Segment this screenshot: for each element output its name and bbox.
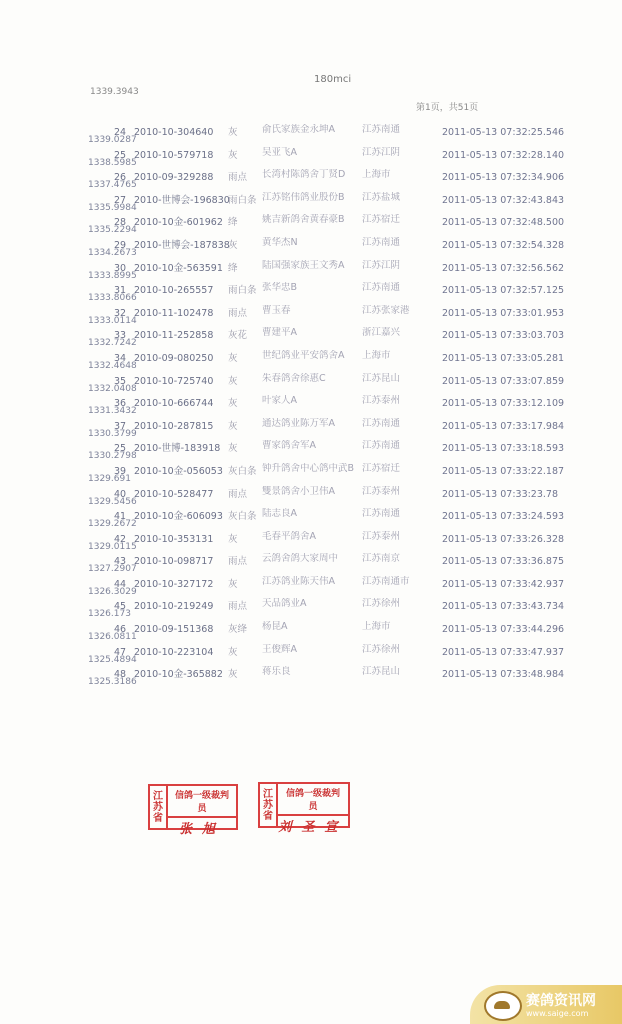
cell-ring: 2010-10-219249: [134, 601, 214, 613]
cell-speed: 1330.3799: [88, 428, 137, 439]
cell-speed: 1326.0811: [88, 632, 137, 643]
cell-owner: 曹家鸽舍军A: [262, 440, 316, 452]
cell-color: 雨点: [228, 556, 248, 568]
watermark-url: www.saige.com: [526, 1009, 589, 1018]
cell-ring: 2010-10金-606093: [134, 511, 223, 523]
cell-region: 江苏张家港: [362, 304, 410, 316]
cell-region: 上海市: [362, 621, 391, 633]
referee-stamp-1: [148, 784, 238, 837]
cell-owner: 叶家人A: [262, 395, 297, 407]
watermark-name: 赛鸽资讯网: [526, 993, 596, 1009]
cell-color: 雨点: [228, 488, 248, 500]
cell-num: 44: [114, 578, 127, 590]
cell-time: 2011-05-13 07:32:54.328: [442, 239, 565, 251]
cell-ring: 2010-10-304640: [134, 127, 214, 138]
table-row: [0, 621, 622, 644]
cell-owner: 曹玉春: [262, 304, 291, 316]
cell-num: 46: [114, 624, 127, 636]
cell-ring: 2010-10金-563591: [134, 262, 223, 274]
pigeon-logo-icon: [484, 991, 522, 1021]
stamp-name: 刘圣宣: [278, 820, 348, 835]
cell-color: 灰: [228, 352, 238, 364]
cell-ring: 2010-09-329288: [134, 172, 214, 184]
cell-owner: 通达鸽业陈万军A: [262, 417, 335, 429]
cell-region: 上海市: [362, 169, 391, 181]
table-row: [0, 327, 622, 350]
cell-time: 2011-05-13 07:33:01.953: [442, 307, 565, 319]
stamp-title: 信鸽一级裁判员: [278, 784, 348, 816]
cell-speed: 1334.2673: [88, 247, 137, 258]
cell-num: 30: [114, 262, 127, 274]
cell-owner: 黄华杰N: [262, 236, 298, 248]
table-row: [0, 576, 622, 599]
cell-region: 江苏宿迁: [362, 462, 401, 474]
cell-region: 江苏徐州: [362, 643, 401, 655]
cell-time: 2011-05-13 07:32:56.562: [442, 262, 565, 274]
cell-owner: 长湾村陈鸽舍丁贤D: [262, 169, 346, 181]
table-row: [0, 395, 622, 418]
cell-color: 灰: [228, 443, 238, 455]
cell-region: 江苏江阴: [362, 259, 401, 271]
cell-num: 32: [114, 307, 127, 319]
cell-ring: 2010-10-666744: [134, 398, 214, 410]
cell-owner: 张华忠B: [262, 282, 298, 294]
cell-time: 2011-05-13 07:33:42.937: [442, 578, 565, 590]
table-row: [0, 169, 622, 192]
cell-owner: 朱春鸽舍徐惠C: [262, 372, 326, 384]
cell-owner: 云鸽舍鸽大家周中: [262, 553, 339, 565]
cell-ring: 2010-10-327172: [134, 578, 214, 590]
cell-num: 41: [114, 511, 127, 523]
cell-owner: 毛春平鸽舍A: [262, 530, 316, 542]
cell-region: 江苏泰州: [362, 485, 401, 497]
cell-num: 25: [114, 149, 127, 161]
cell-speed: 1329.691: [88, 473, 131, 484]
cell-num: 29: [114, 239, 127, 251]
results-list: [0, 124, 622, 689]
table-row: [0, 486, 622, 509]
cell-num: 31: [114, 285, 127, 297]
page-info: 第1页，共51页: [416, 103, 479, 113]
table-row: [0, 531, 622, 554]
referee-stamp-2: [258, 782, 350, 835]
cell-ring: 2010-10-098717: [134, 556, 214, 568]
cell-color: 灰: [228, 578, 238, 590]
cell-time: 2011-05-13 07:32:28.140: [442, 149, 565, 161]
cell-speed: 1325.4894: [88, 654, 137, 665]
cell-time: 2011-05-13 07:33:22.187: [442, 465, 565, 477]
cell-ring: 2010-10-725740: [134, 375, 214, 387]
cell-time: 2011-05-13 07:32:25.546: [442, 127, 565, 138]
cell-num: 42: [114, 533, 127, 545]
cell-color: 雨白条: [228, 194, 257, 206]
cell-color: 雨点: [228, 172, 248, 184]
cell-color: 灰绛: [228, 624, 248, 636]
cell-owner: 天品鸽业A: [262, 598, 307, 610]
cell-region: 江苏泰州: [362, 395, 401, 407]
table-row: [0, 260, 622, 283]
cell-region: 江苏泰州: [362, 530, 401, 542]
cell-time: 2011-05-13 07:33:48.984: [442, 669, 565, 681]
cell-speed: 1339.0287: [88, 135, 137, 145]
cell-time: 2011-05-13 07:33:44.296: [442, 624, 565, 636]
cell-color: 灰: [228, 149, 238, 161]
cell-time: 2011-05-13 07:32:43.843: [442, 194, 565, 206]
cell-speed: 1331.3432: [88, 406, 137, 417]
cell-ring: 2010-09-080250: [134, 352, 214, 364]
table-row: [0, 508, 622, 531]
cell-owner: 江苏铭伟鸽业股份B: [262, 191, 345, 203]
cell-num: 35: [114, 375, 127, 387]
cell-ring: 2010-11-252858: [134, 330, 214, 342]
cell-time: 2011-05-13 07:33:18.593: [442, 443, 565, 455]
cell-color: 灰: [228, 398, 238, 410]
cell-time: 2011-05-13 07:33:43.734: [442, 601, 565, 613]
table-row: [0, 418, 622, 441]
cell-num: 40: [114, 488, 127, 500]
cell-color: 雨点: [228, 601, 248, 613]
cell-num: 33: [114, 330, 127, 342]
cell-speed: 1332.0408: [88, 383, 137, 394]
cell-num: 24: [114, 127, 127, 138]
cell-num: 39: [114, 465, 127, 477]
cell-color: 灰: [228, 420, 238, 432]
cell-owner: 姚吉新鸽舍黄春豪B: [262, 214, 345, 226]
cell-region: 江苏宿迁: [362, 214, 401, 226]
cell-region: 江苏南通: [362, 440, 401, 452]
cell-speed: 1335.9984: [88, 202, 137, 213]
cell-time: 2011-05-13 07:33:24.593: [442, 511, 565, 523]
cell-num: 28: [114, 217, 127, 229]
first-speed: 1339.3943: [90, 87, 139, 97]
cell-ring: 2010-10-265557: [134, 285, 214, 297]
cell-num: 27: [114, 194, 127, 206]
table-row: [0, 644, 622, 667]
table-row: [0, 373, 622, 396]
cell-num: 45: [114, 601, 127, 613]
table-row: [0, 124, 622, 147]
cell-region: 江苏昆山: [362, 372, 401, 384]
cell-ring: 2010-10金-601962: [134, 217, 223, 229]
cell-region: 江苏南通: [362, 417, 401, 429]
cell-time: 2011-05-13 07:33:03.703: [442, 330, 565, 342]
cell-speed: 1338.5985: [88, 157, 137, 168]
cell-owner: 江苏鸽业陈天伟A: [262, 575, 335, 587]
cell-color: 灰: [228, 646, 238, 658]
cell-owner: 钟升鸽舍中心鸽中武B: [262, 462, 355, 474]
cell-ring: 2010-世博会-187838: [134, 239, 230, 251]
stamp-province: 江 苏 省: [260, 784, 278, 826]
cell-ring: 2010-10-528477: [134, 488, 214, 500]
cell-owner: 陆国强家族王文秀A: [262, 259, 345, 271]
cell-color: 灰: [228, 239, 238, 251]
cell-num: 37: [114, 420, 127, 432]
cell-ring: 2010-11-102478: [134, 307, 214, 319]
table-row: [0, 440, 622, 463]
cell-color: 雨白条: [228, 285, 257, 297]
cell-region: 浙江嘉兴: [362, 327, 401, 339]
cell-color: 灰: [228, 127, 238, 138]
cell-time: 2011-05-13 07:33:47.937: [442, 646, 565, 658]
cell-owner: 雙景鸽舍小卫伟A: [262, 485, 335, 497]
cell-time: 2011-05-13 07:33:12.109: [442, 398, 565, 410]
cell-time: 2011-05-13 07:33:07.859: [442, 375, 565, 387]
cell-ring: 2010-10-353131: [134, 533, 214, 545]
cell-owner: 吴亚飞A: [262, 146, 297, 158]
cell-region: 江苏南京: [362, 553, 401, 565]
cell-ring: 2010-10-223104: [134, 646, 214, 658]
cell-region: 江苏江阴: [362, 146, 401, 158]
table-row: [0, 237, 622, 260]
stamp-name: 张旭: [178, 822, 225, 837]
cell-num: 48: [114, 669, 127, 681]
table-row: [0, 305, 622, 328]
cell-color: 灰: [228, 533, 238, 545]
cell-speed: 1329.5456: [88, 496, 137, 507]
race-title: 180mci: [314, 74, 352, 85]
cell-num: 26: [114, 172, 127, 184]
cell-color: 绛: [228, 217, 238, 229]
cell-speed: 1333.8066: [88, 293, 137, 304]
cell-region: 江苏徐州: [362, 598, 401, 610]
cell-region: 江苏南通: [362, 508, 401, 520]
cell-time: 2011-05-13 07:32:34.906: [442, 172, 565, 184]
cell-speed: 1329.0115: [88, 541, 137, 552]
cell-time: 2011-05-13 07:33:26.328: [442, 533, 565, 545]
cell-speed: 1330.2798: [88, 451, 137, 462]
cell-ring: 2010-10-579718: [134, 149, 214, 161]
cell-speed: 1326.173: [88, 609, 131, 620]
cell-time: 2011-05-13 07:33:23.78: [442, 488, 559, 500]
stamp-title: 信鸽一级裁判员: [168, 786, 236, 818]
cell-region: 江苏南通: [362, 282, 401, 294]
cell-color: 雨点: [228, 307, 248, 319]
cell-region: 江苏昆山: [362, 666, 401, 678]
cell-region: 江苏南通: [362, 236, 401, 248]
cell-owner: 陆志良A: [262, 508, 297, 520]
site-watermark: [470, 985, 622, 1024]
table-row: [0, 350, 622, 373]
cell-color: 灰: [228, 375, 238, 387]
cell-ring: 2010-10金-056053: [134, 465, 223, 477]
cell-ring: 2010-10-287815: [134, 420, 214, 432]
cell-region: 江苏南通: [362, 124, 401, 135]
cell-speed: 1333.0114: [88, 315, 137, 326]
cell-color: 灰白条: [228, 511, 257, 523]
stamp-province: 江 苏 省: [150, 786, 168, 828]
cell-speed: 1337.4765: [88, 180, 137, 191]
cell-num: 36: [114, 398, 127, 410]
cell-owner: 杨昆A: [262, 621, 288, 633]
cell-speed: 1332.4648: [88, 360, 137, 371]
cell-ring: 2010-世博会-196830: [134, 194, 230, 206]
cell-owner: 蒋乐良: [262, 666, 291, 678]
cell-owner: 世纪鸽业平安鸽舍A: [262, 349, 345, 361]
cell-owner: 王俊辉A: [262, 643, 297, 655]
table-row: [0, 553, 622, 576]
cell-speed: 1329.2672: [88, 519, 137, 530]
cell-region: 上海市: [362, 349, 391, 361]
cell-speed: 1325.3186: [88, 677, 137, 688]
cell-time: 2011-05-13 07:32:48.500: [442, 217, 565, 229]
cell-color: 灰: [228, 669, 238, 681]
cell-ring: 2010-09-151368: [134, 624, 214, 636]
cell-speed: 1332.7242: [88, 338, 137, 349]
table-row: [0, 192, 622, 215]
cell-region: 江苏盐城: [362, 191, 401, 203]
cell-time: 2011-05-13 07:33:36.875: [442, 556, 565, 568]
cell-ring: 2010-世博-183918: [134, 443, 221, 455]
cell-speed: 1327.2907: [88, 564, 137, 575]
cell-color: 绛: [228, 262, 238, 274]
cell-num: 43: [114, 556, 127, 568]
cell-owner: 曹建平A: [262, 327, 297, 339]
table-row: [0, 463, 622, 486]
cell-color: 灰花: [228, 330, 248, 342]
cell-speed: 1333.8995: [88, 270, 137, 281]
cell-time: 2011-05-13 07:33:17.984: [442, 420, 565, 432]
cell-color: 灰白条: [228, 465, 257, 477]
cell-time: 2011-05-13 07:32:57.125: [442, 285, 565, 297]
cell-num: 25: [114, 443, 127, 455]
cell-ring: 2010-10金-365882: [134, 669, 223, 681]
cell-speed: 1335.2294: [88, 225, 137, 236]
table-row: [0, 598, 622, 621]
table-row: [0, 214, 622, 237]
table-row: [0, 666, 622, 689]
cell-time: 2011-05-13 07:33:05.281: [442, 352, 565, 364]
cell-speed: 1326.3029: [88, 586, 137, 597]
cell-region: 江苏南通市: [362, 575, 410, 587]
cell-num: 47: [114, 646, 127, 658]
table-row: [0, 147, 622, 170]
table-row: [0, 282, 622, 305]
cell-num: 34: [114, 352, 127, 364]
cell-owner: 俞氏家族金永坤A: [262, 124, 335, 135]
